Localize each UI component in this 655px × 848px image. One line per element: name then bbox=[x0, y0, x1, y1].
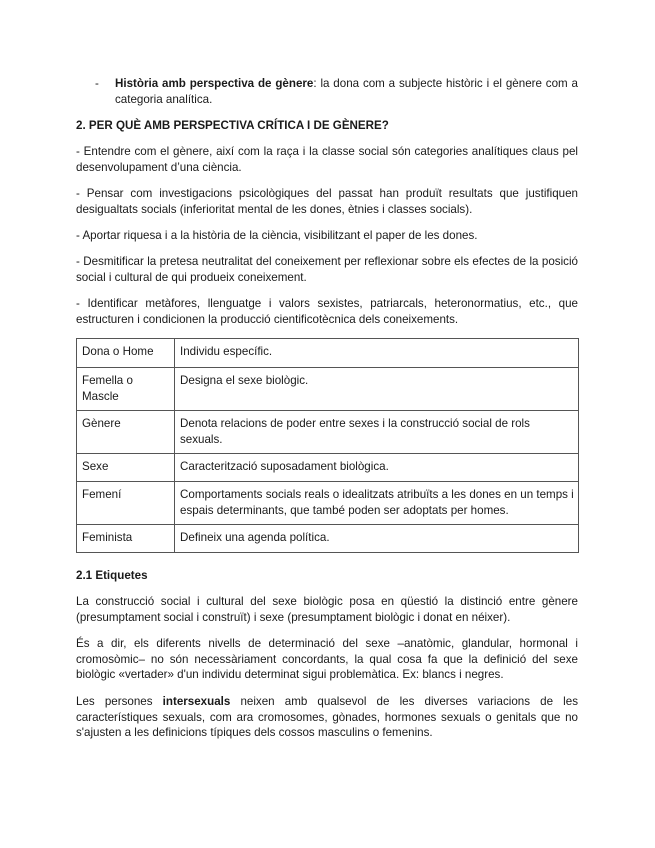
bullet-bold-term: Història amb perspectiva de gènere bbox=[115, 77, 314, 90]
bullet-dash: - bbox=[95, 77, 99, 90]
bullet-text bbox=[115, 76, 578, 107]
bullet-description: : la dona com a subjecte històric i el gènere com a categoria analítica. bbox=[115, 77, 578, 106]
table-definition: Designa el sexe biològic. bbox=[175, 368, 579, 411]
table-row bbox=[77, 339, 579, 368]
paragraph-2: És a dir, els diferents nivells de determinació del sexe –anatòmic, glandular, hormonal i cromosòmic– no són necessàriament concordants, la qual cosa fa que la definició del sexe biològic «vertader» d'un individu determinat sigui problemàtica. Ex: blancs i negres. bbox=[76, 637, 578, 681]
section-2-1-heading: 2.1 Etiquetes bbox=[76, 569, 148, 582]
table-definition: Individu específic. bbox=[175, 339, 579, 368]
paragraph-3 bbox=[76, 694, 578, 741]
table-definition: Caracterització suposadament biològica. bbox=[175, 454, 579, 482]
table-term: Sexe bbox=[77, 454, 175, 482]
table-term: Gènere bbox=[77, 411, 175, 454]
table-row bbox=[77, 411, 579, 454]
intersexuals-term: intersexuals bbox=[162, 695, 231, 708]
table-definition: Denota relacions de poder entre sexes i la construcció social de rols sexuals. bbox=[175, 411, 579, 454]
paragraph-1: La construcció social i cultural del sexe biològic posa en qüestió la distinció entre gènere (presumptament social i construït) i sexe (presumptament biològic i donat en néixer). bbox=[76, 595, 578, 624]
table-term: Femella o Mascle bbox=[77, 368, 175, 411]
table-definition: Defineix una agenda política. bbox=[175, 525, 579, 553]
table-term: Femení bbox=[77, 482, 175, 525]
table-row bbox=[77, 525, 579, 553]
section-2-heading: 2. PER QUÈ AMB PERSPECTIVA CRÍTICA I DE GÈNERE? bbox=[76, 119, 389, 132]
bullet-item bbox=[76, 76, 578, 107]
table-row bbox=[77, 454, 579, 482]
point-2: - Pensar com investigacions psicològiques del passat han produït resultats que justifiquen desigualtats socials (inferioritat mental de les dones, ètnies i classes socials). bbox=[76, 187, 578, 216]
paragraph-3-start: Les persones bbox=[76, 695, 163, 708]
table-row bbox=[77, 368, 579, 411]
point-1: - Entendre com el gènere, així com la raça i la classe social són categories analítiques claus pel desenvolupament d’una ciència. bbox=[76, 145, 578, 174]
point-4: - Desmitificar la pretesa neutralitat del coneixement per reflexionar sobre els efectes de la posició social i cultural de qui produeix coneixement. bbox=[76, 255, 578, 284]
table-row bbox=[77, 482, 579, 525]
table-term: Feminista bbox=[77, 525, 175, 553]
definitions-table bbox=[76, 338, 579, 553]
table-definition: Comportaments socials reals o idealitzats atribuïts a les dones en un temps i espais determinants, que també poden ser adoptats per homes. bbox=[175, 482, 579, 525]
paragraph-3-end: neixen amb qualsevol de les diverses variacions de les característiques sexuals, com ara cromosomes, gònades, hormones sexuals o genitals que no s'ajusten a les definicions típiques dels cossos masculins o femenins. bbox=[76, 695, 578, 739]
table-term: Dona o Home bbox=[77, 339, 175, 368]
point-5: - Identificar metàfores, llenguatge i valors sexistes, patriarcals, heteronormatius, etc., que estructuren i condicionen la producció cientificotècnica dels coneixements. bbox=[76, 297, 578, 326]
point-3: - Aportar riquesa i a la història de la ciència, visibilitzant el paper de les dones. bbox=[76, 229, 478, 242]
